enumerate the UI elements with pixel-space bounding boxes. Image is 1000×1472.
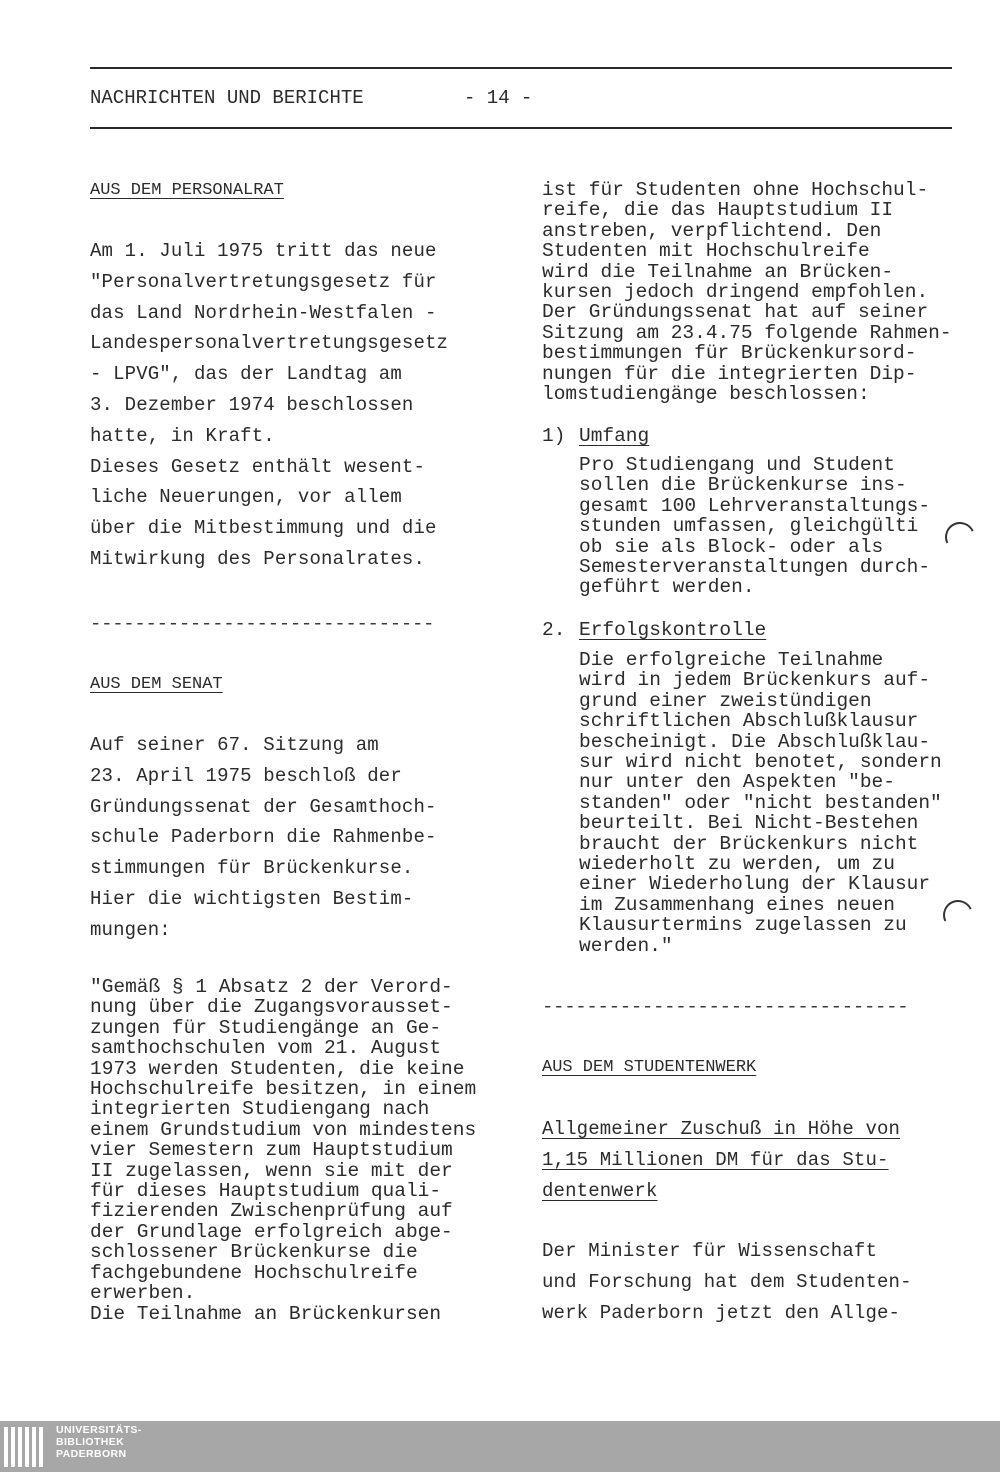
item-number: 2. bbox=[542, 619, 566, 641]
studentenwerk-subheading: Allgemeiner Zuschuß in Höhe von 1,15 Millionen DM für das Stu- dentenwerk bbox=[542, 1118, 901, 1202]
section-separator-right: --------------------------------- bbox=[542, 997, 909, 1017]
section-heading-senat: AUS DEM SENAT bbox=[90, 675, 223, 694]
header-rule-bottom bbox=[90, 127, 952, 129]
punch-hole-mark bbox=[941, 518, 979, 556]
header-rule-top bbox=[90, 67, 952, 69]
continuation-text: ist für Studenten ohne Hochschul- reife, die das Hauptstudium II anstreben, verpflichtend. Den Studenten mit Hochschulreife wird die Teilnahme an Brücken- kursen jedoch dringend empfohlen. Der Gründungssenat hat auf seiner Sitzung am 23.4.75 folgende Rahmen- bestimmungen für Brückenkursord- nungen für die integrierten Dip- lomstudiengänge beschlossen: bbox=[542, 179, 952, 406]
section-separator-left: ------------------------------- bbox=[90, 614, 435, 634]
item-text-erfolgskontrolle: Die erfolgreiche Teilnahme wird in jedem Brückenkurs auf- grund einer zweistündigen schriftlichen Abschlußklausur bescheinigt. Die Abschlußklau- sur wird nicht benotet, sondern nur unter den Aspekten "be- standen" oder "nicht bestanden" beurteilt. Bei Nicht-Bestehen braucht der Brückenkurs nicht wiederholt zu werden, um zu einer Wiederholung der Klausur im Zusammenhang eines neuen Klausurtermins zugelassen zu werden." bbox=[579, 649, 942, 957]
personalrat-text: Am 1. Juli 1975 tritt das neue "Personalvertretungsgesetz für das Land Nordrhein-Westfalen - Landespersonalvertretungsgesetz - LPVG", das der Landtag am 3. Dezember 1974 beschlossen hatte, in Kraft. Dieses Gesetz enthält wesent- liche Neuerungen, vor allem über die Mitbestimmung und die Mitwirkung des Personalrates. bbox=[90, 240, 449, 570]
library-logo-icon bbox=[4, 1427, 46, 1467]
item-number: 1) bbox=[542, 425, 566, 447]
section-heading-studentenwerk: AUS DEM STUDENTENWERK bbox=[542, 1058, 757, 1077]
studentenwerk-text: Der Minister für Wissenschaft und Forschung hat dem Studenten- werk Paderborn jetzt den Allge- bbox=[542, 1240, 912, 1324]
senat-text: Auf seiner 67. Sitzung am 23. April 1975 beschloß der Gründungssenat der Gesamthoch- schule Paderborn die Rahmenbe- stimmungen für Brückenkurse. Hier die wichtigsten Bestim- mungen: bbox=[90, 734, 437, 941]
page-number: - 14 - bbox=[464, 87, 533, 109]
senat-quote-text: "Gemäß § 1 Absatz 2 der Verord- nung über die Zugangsvorausset- zungen für Studiengänge an Ge- samthochschulen vom 21. August 1973 werden Studenten, die keine Hochschulreife besitzen, in einem integrierten Studiengang nach einem Grundstudium von mindestens vier Semestern zum Hauptstudium II zugelassen, wenn sie mit der für dieses Hauptstudium quali- fizierenden Zwischenprüfung auf der Grundlage erfolgreich abge- schlossener Brückenkurse die fachgebundene Hochschulreife erwerben. Die Teilnahme an Brückenkursen bbox=[90, 976, 477, 1325]
library-logo-text: UNIVERSITÄTS- BIBLIOTHEK PADERBORN bbox=[56, 1424, 142, 1460]
item-text-umfang: Pro Studiengang und Student sollen die Brückenkurse ins- gesamt 100 Lehrveranstaltungs- stunden umfassen, gleichgülti ob sie als Block- oder als Semesterveranstaltungen durch- geführt werden. bbox=[579, 454, 931, 599]
item-title-umfang: Umfang bbox=[579, 425, 650, 447]
punch-hole-mark bbox=[939, 896, 977, 934]
item-title-erfolgskontrolle: Erfolgskontrolle bbox=[579, 619, 767, 641]
section-heading-personalrat: AUS DEM PERSONALRAT bbox=[90, 181, 284, 200]
running-header-title: NACHRICHTEN UND BERICHTE bbox=[90, 87, 364, 109]
library-footer-bar bbox=[0, 1421, 1000, 1472]
